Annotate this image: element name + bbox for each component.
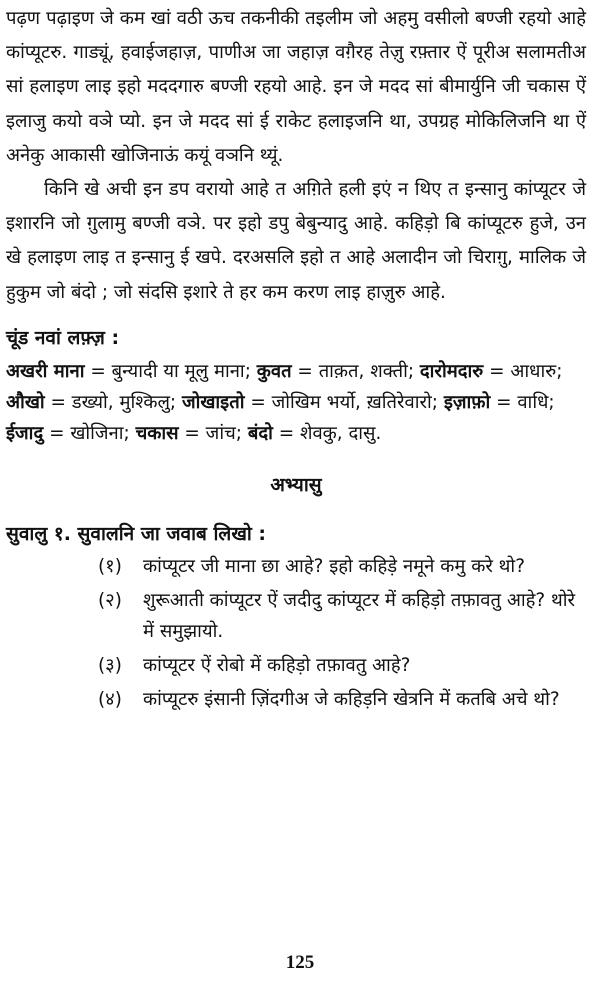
question-text: कांप्यूटर जी माना छा आहे? इहो कहिड़े नमूने कमु करे थो?: [143, 555, 525, 577]
vocab-term: दारोमदारु: [419, 360, 484, 382]
question-text: शुरूआती कांप्यूटर ऐं जदीदु कांप्यूटर में कहिड़ो तफ़ावतु आहे? थोरे में समुझायो.: [143, 589, 576, 642]
vocab-meaning: जोखिम भर्यो, ख़तिरेवारो: [271, 391, 432, 413]
exercise-title: अभ्यासु: [270, 473, 322, 496]
vocab-term: ईजादु: [6, 422, 44, 444]
page-number: 125: [285, 952, 315, 973]
question-item: [6, 551, 586, 582]
vocab-term: चकास: [135, 422, 179, 444]
exercise-section: [6, 517, 586, 715]
paragraph-1: पढ़ण पढ़ाइण जे कम खां वठी ऊच तकनीकी तइलीम जो अहमु वसीलो बण्जी रहयो आहे कांप्यूटरु. गाड्यूं, हवाईजहाज़, पाणीअ जा जहाज़ वग़ैरह तेज़ु रफ़्तार ऐं पूरीअ सलामतीअ सां हलाइण लाइ इहो मददगारु बण्जी रहयो आहे. इन जे मदद सां बीमार्युनि जी चकास ऐं इलाजु कयो वञे प्यो. इन जे मदद सां ई राकेट हलाइजनि था, उपग्रह मोकिलिजनि था ऐं अनेकु आकासी खोजिनाऊं कयूं वञनि थ्यूं.: [6, 8, 586, 166]
vocab-term: अखरी माना: [6, 360, 85, 382]
question-item: [6, 585, 586, 647]
vocab-term: जोखाइतो: [181, 391, 245, 413]
vocab-meaning: जांच: [205, 422, 236, 444]
question-list: [6, 551, 586, 715]
vocab-meaning: वाधि: [517, 391, 549, 413]
question-heading: सुवालु १. सुवालनि जा जवाब लिखो :: [6, 522, 266, 545]
vocab-meaning: बुन्यादी या मूलु माना: [111, 360, 245, 382]
vocab-term: कुवत: [256, 360, 292, 382]
paragraph-2: किनि खे अची इन डप वरायो आहे त अग़िते हली इएं न थिए त इन्सानु कांप्यूटर जे इशारनि जो ग़ुलामु बण्जी वञे. पर इहो डपु बेबुन्यादु आहे. कहिड़ो बि कांप्यूटरु हुजे, उन खे हलाइण लाइ त इन्सानु ई खपे. दरअसलि इहो त आहे अलादीन जो चिराग़ु, मालिक जे हुकुम जो बंदो ; जो संदसि इशारे ते हर कम करण लाइ हाज़ुरु आहे.: [6, 179, 586, 303]
vocab-term: औखो: [6, 391, 45, 413]
vocab-meaning: आधारु: [510, 360, 557, 382]
vocab-meaning: खोजिना: [70, 422, 124, 444]
vocab-meaning: डख्यो, मुश्किलु: [71, 391, 170, 413]
question-item: [6, 650, 586, 681]
question-number: (२): [98, 589, 122, 611]
question-text: कांप्यूटर ऐं रोबो में कहिड़ो तफ़ावतु आहे?: [143, 654, 411, 676]
vocab-term: इज़ाफ़ो: [443, 391, 491, 413]
question-number: (३): [98, 654, 122, 676]
question-text: कांप्यूटरु इंसानी ज़िंदगीअ जे कहिड़नि खेत्रनि में कतबि अचे थो?: [143, 688, 560, 710]
vocabulary-section: [6, 324, 586, 449]
question-number: (४): [98, 688, 122, 710]
body-text: [6, 2, 586, 310]
vocab-term: बंदो: [247, 422, 273, 444]
vocabulary-list: अखरी माना = बुन्यादी या मूलु माना; कुवत = ताक़त, शक्ती; दारोमदारु = आधारु; औखो = डख्यो, मुश्किलु; जोखाइतो = जोखिम भर्यो, ख़तिरेवारो; इज़ाफ़ो = वाधि; ईजादु = खोजिना; चकास = जांच; बंदो = शेवकु, दासु.: [6, 360, 563, 444]
vocab-meaning: ताक़त, शक्ती: [318, 360, 408, 382]
vocabulary-heading: चूंड नवां लफ़्ज़ :: [6, 326, 120, 349]
question-number: (१): [98, 555, 122, 577]
vocab-meaning: शेवकु, दासु: [299, 422, 376, 444]
question-item: [6, 684, 586, 715]
